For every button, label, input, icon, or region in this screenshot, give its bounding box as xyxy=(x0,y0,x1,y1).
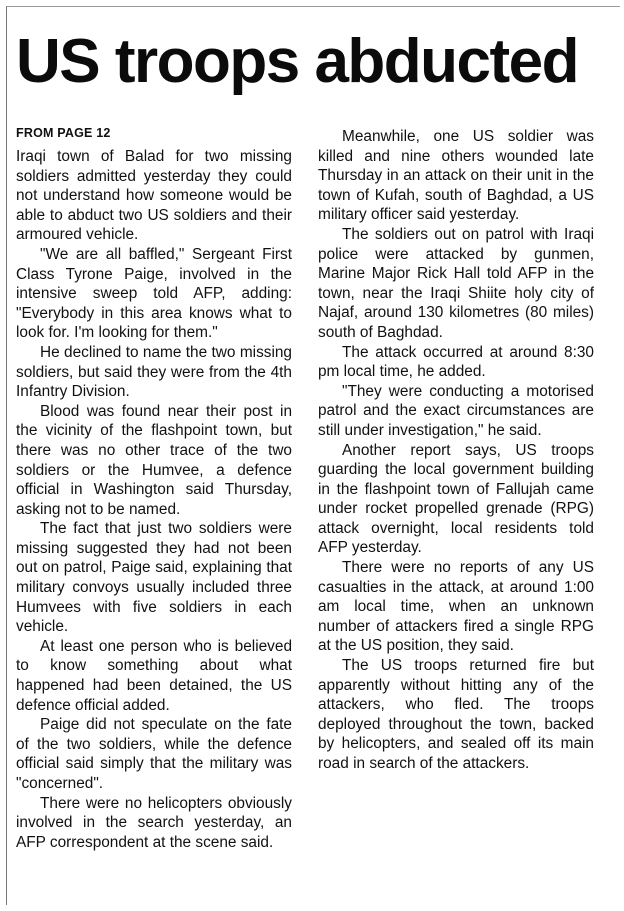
paragraph: Paige did not speculate on the fate of the two soldiers, while the defence official said simply that the military was "concerned". xyxy=(16,716,292,792)
paragraph: The US troops returned fire but apparently without hitting any of the attackers, who fled. The troops deployed throughout the town, backed by helicopters, and sealed off its main road in search of the attackers. xyxy=(318,657,594,772)
headline: US troops abducted xyxy=(16,27,579,96)
paragraph: "We are all baffled," Sergeant First Class Tyrone Paige, involved in the intensive sweep told AFP, adding: "Everybody in this area knows what to look for. I'm looking for them." xyxy=(16,245,292,342)
paragraph: He declined to name the two missing soldiers, but said they were from the 4th Infantry Division. xyxy=(16,343,292,401)
page-continuation-kicker: FROM PAGE 12 xyxy=(16,126,111,140)
paragraph: Blood was found near their post in the vicinity of the flashpoint town, but there was no other trace of the two soldiers or the Humvee, a defence official in Washington said Thursday, asking not to be named. xyxy=(16,402,292,518)
article-column-left xyxy=(16,147,292,852)
paragraph: At least one person who is believed to know something about what happened had been detained, the US defence official added. xyxy=(16,637,292,714)
paragraph: Iraqi town of Balad for two missing soldiers admitted yesterday they could not understand how someone would be able to abduct two US soldiers and their armoured vehicle. xyxy=(16,148,292,244)
paragraph: There were no helicopters obviously involved in the search yesterday, an AFP correspondent at the scene said. xyxy=(16,794,292,851)
paragraph: Another report says, US troops guarding the local government building in the flashpoint town of Fallujah came under rocket propelled grenade (RPG) attack overnight, local residents told AFP yesterday. xyxy=(318,441,594,557)
paragraph: There were no reports of any US casualties in the attack, at around 1:00 am local time, when an unknown number of attackers fired a single RPG at the US position, they said. xyxy=(318,559,594,655)
paragraph: The fact that just two soldiers were missing suggested they had not been out on patrol, Paige said, explaining that military convoys usually included three Humvees with five soldiers in each vehicle. xyxy=(16,520,292,636)
paragraph: "They were conducting a motorised patrol and the exact circumstances are still under investigation," he said. xyxy=(318,382,594,439)
article-column-right xyxy=(318,127,594,774)
paragraph: The attack occurred at around 8:30 pm local time, he added. xyxy=(318,343,594,381)
paragraph: Meanwhile, one US soldier was killed and nine others wounded late Thursday in an attack on their unit in the town of Kufah, south of Baghdad, a US military officer said yesterday. xyxy=(318,128,594,224)
paragraph: The soldiers out on patrol with Iraqi police were attacked by gunmen, Marine Major Rick Hall told AFP in the town, near the Iraqi Shiite holy city of Najaf, around 130 kilometres (80 miles) south of Baghdad. xyxy=(318,225,594,341)
